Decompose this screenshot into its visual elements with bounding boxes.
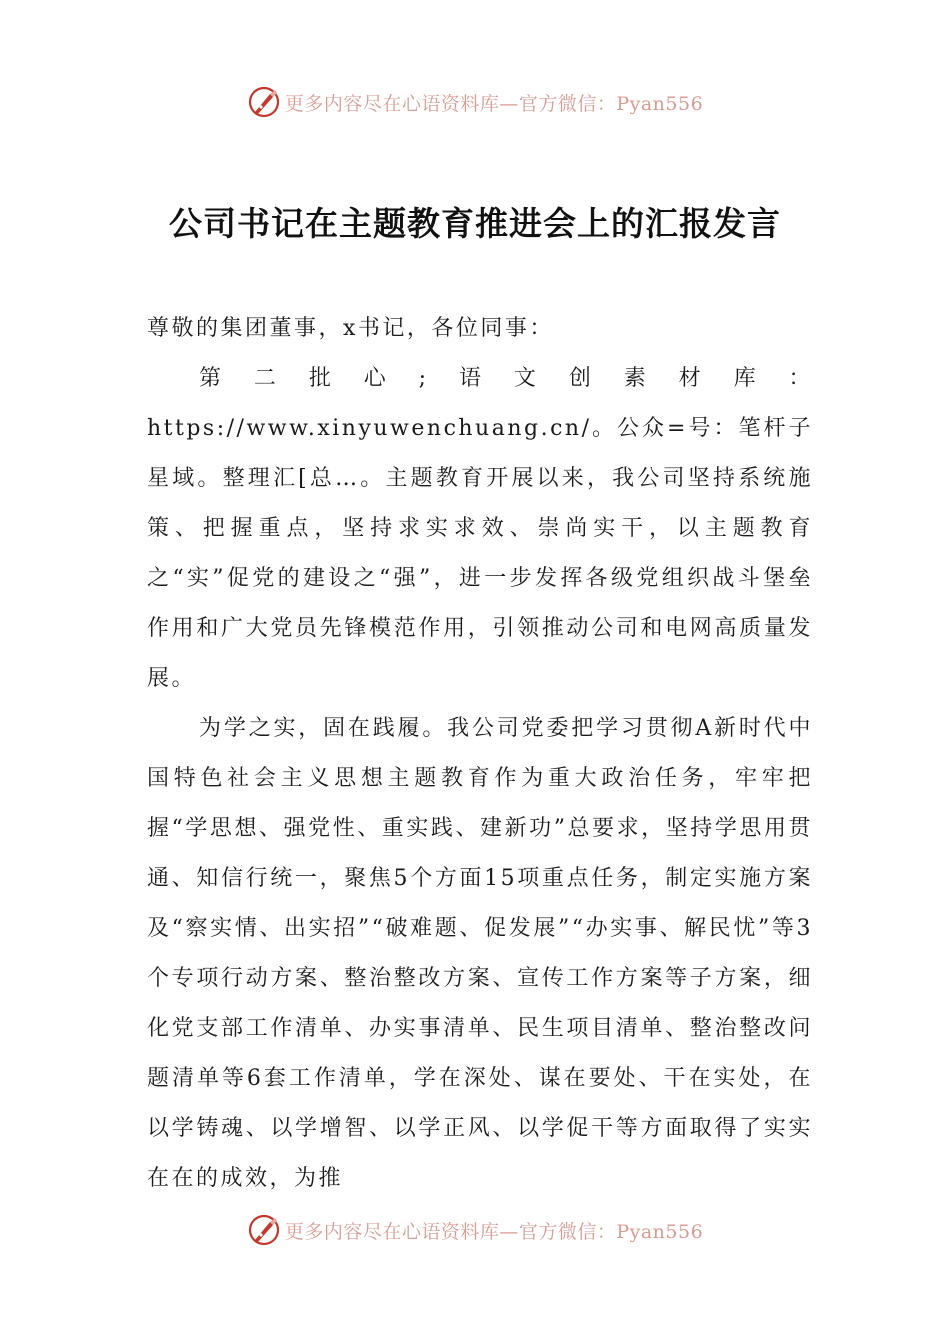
pen-nib-logo-icon <box>247 1213 281 1247</box>
pen-nib-logo-icon <box>247 85 281 119</box>
watermark-text: 更多内容尽在心语资料库—官方微信：Pyan556 <box>284 1220 704 1243</box>
document-body <box>147 304 813 1204</box>
document-title: 公司书记在主题教育推进会上的汇报发言 <box>169 204 781 244</box>
watermark-text: 更多内容尽在心语资料库—官方微信：Pyan556 <box>284 92 704 115</box>
watermark-footer <box>0 1210 950 1250</box>
salutation: 尊敬的集团董事，x书记，各位同事： <box>147 316 554 341</box>
body-paragraph-1: 第二批心;语文创素材库：https://www.xinyuwenchuang.cn/。公众=号：笔杆子星域。整理汇[总…。主题教育开展以来，我公司坚持系统施策、把握重点，坚持求实求效、崇尚实干，以主题教育之“实”促党的建设之“强”，进一步发挥各级党组织战斗堡垒作用和广大党员先锋模范作用，引领推动公司和电网高质量发展。 <box>147 366 813 691</box>
watermark-header <box>0 82 950 122</box>
body-paragraph-2: 为学之实，固在践履。我公司党委把学习贯彻A新时代中国特色社会主义思想主题教育作为重大政治任务，牢牢把握“学思想、强党性、重实践、建新功”总要求，坚持学思用贯通、知信行统一，聚焦5个方面15项重点任务，制定实施方案及“察实情、出实招”“破难题、促发展”“办实事、解民忧”等3个专项行动方案、整治整改方案、宣传工作方案等子方案，细化党支部工作清单、办实事清单、民生项目清单、整治整改问题清单等6套工作清单，学在深处、谋在要处、干在实处，在以学铸魂、以学增智、以学正风、以学促干等方面取得了实实在在的成效，为推 <box>147 716 813 1191</box>
